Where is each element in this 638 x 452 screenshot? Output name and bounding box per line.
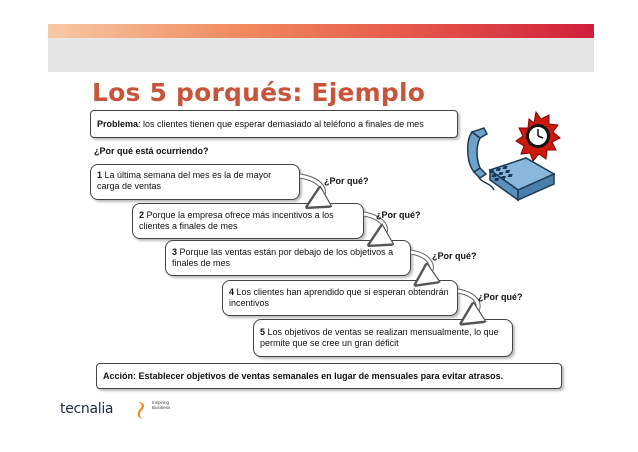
why-label-4: ¿Por qué? bbox=[478, 292, 523, 302]
slide-title: Los 5 porqués: Ejemplo bbox=[92, 78, 426, 107]
step-number: 2 bbox=[139, 210, 145, 220]
step-text: Los clientes han aprendido que si esperan obtendrán incentivos bbox=[229, 287, 449, 308]
why-label-1: ¿Por qué? bbox=[324, 176, 369, 186]
step-number: 4 bbox=[229, 287, 235, 297]
step-text: Los objetivos de ventas se realizan mensualmente, lo que permite que se cree un gran déficit bbox=[260, 327, 499, 348]
why-label-2: ¿Por qué? bbox=[376, 210, 421, 220]
problem-label: Problema bbox=[97, 119, 139, 129]
why-heading: ¿Por qué está ocurriendo? bbox=[94, 146, 209, 156]
step-text: Porque las ventas están por debajo de los objetivos a finales de mes bbox=[172, 247, 394, 268]
logo-wordmark: tecnalia bbox=[60, 401, 114, 417]
logo-tagline bbox=[152, 400, 170, 410]
telephone-icon bbox=[460, 110, 562, 206]
step-number: 1 bbox=[97, 170, 103, 180]
step-text: Porque la empresa ofrece más incentivos a los clientes a finales de mes bbox=[139, 210, 334, 231]
logo-tagline-line-2: Business bbox=[152, 405, 171, 410]
alarm-clock-icon bbox=[516, 112, 560, 161]
tecnalia-logo-icon bbox=[134, 400, 150, 420]
problem-text: : los clientes tienen que esperar demasiado al teléfono a finales de mes bbox=[138, 119, 424, 129]
why-label-3: ¿Por qué? bbox=[432, 251, 477, 261]
action-box: Acción: Establecer objetivos de ventas semanales en lugar de mensuales para evitar atrasos. bbox=[96, 363, 562, 389]
step-number: 3 bbox=[172, 247, 178, 257]
step-number: 5 bbox=[260, 327, 266, 337]
step-text: La última semana del mes es la de mayor carga de ventas bbox=[97, 170, 272, 191]
tecnalia-logo bbox=[60, 400, 171, 420]
logo-tagline-line-1: Inspiring bbox=[152, 400, 170, 405]
